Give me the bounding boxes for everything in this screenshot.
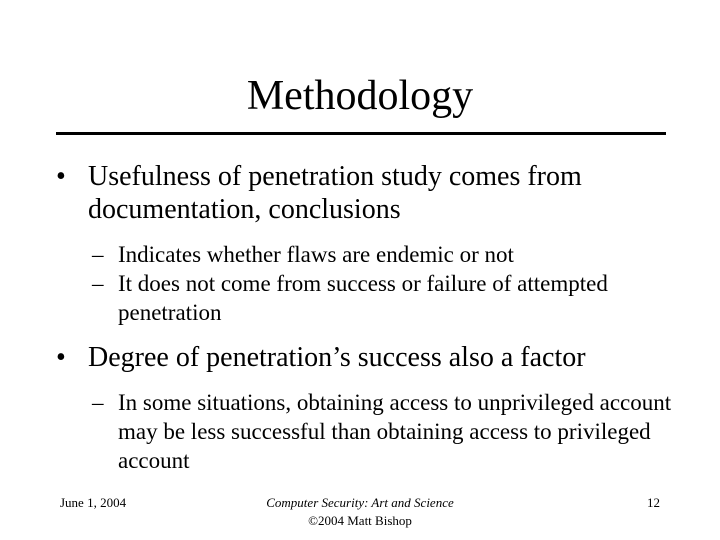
footer-copyright: ©2004 Matt Bishop: [308, 513, 412, 528]
slide-title: Methodology: [246, 73, 474, 119]
slide-body: [56, 160, 676, 475]
bullet-2: [56, 341, 676, 374]
sub-bullet-text: In some situations, obtaining access to unprivileged account may be less successful than obtaining access to privileged account: [118, 390, 672, 473]
bullet-text: Usefulness of penetration study comes from documentation, conclusions: [88, 161, 582, 225]
bullet-marker: •: [56, 161, 66, 192]
sub-bullet-text: Indicates whether flaws are endemic or not: [118, 242, 514, 267]
dash-marker: –: [92, 242, 104, 267]
footer-center: [200, 494, 520, 530]
sub-bullet-1-1: [56, 240, 676, 269]
footer-page-number: 12: [647, 495, 660, 510]
footer-date: June 1, 2004: [60, 495, 127, 510]
bullet-1: [56, 160, 676, 226]
sub-bullet-text: It does not come from success or failure of attempted penetration: [118, 271, 608, 325]
dash-marker: –: [92, 271, 104, 296]
sub-bullet-2-1: [56, 388, 676, 475]
title-divider: [56, 132, 666, 135]
sub-bullet-1-2: [56, 269, 676, 327]
footer-book-title: Computer Security: Art and Science: [266, 495, 454, 510]
dash-marker: –: [92, 390, 104, 415]
bullet-marker: •: [56, 342, 66, 373]
bullet-text: Degree of penetration’s success also a factor: [88, 342, 586, 373]
